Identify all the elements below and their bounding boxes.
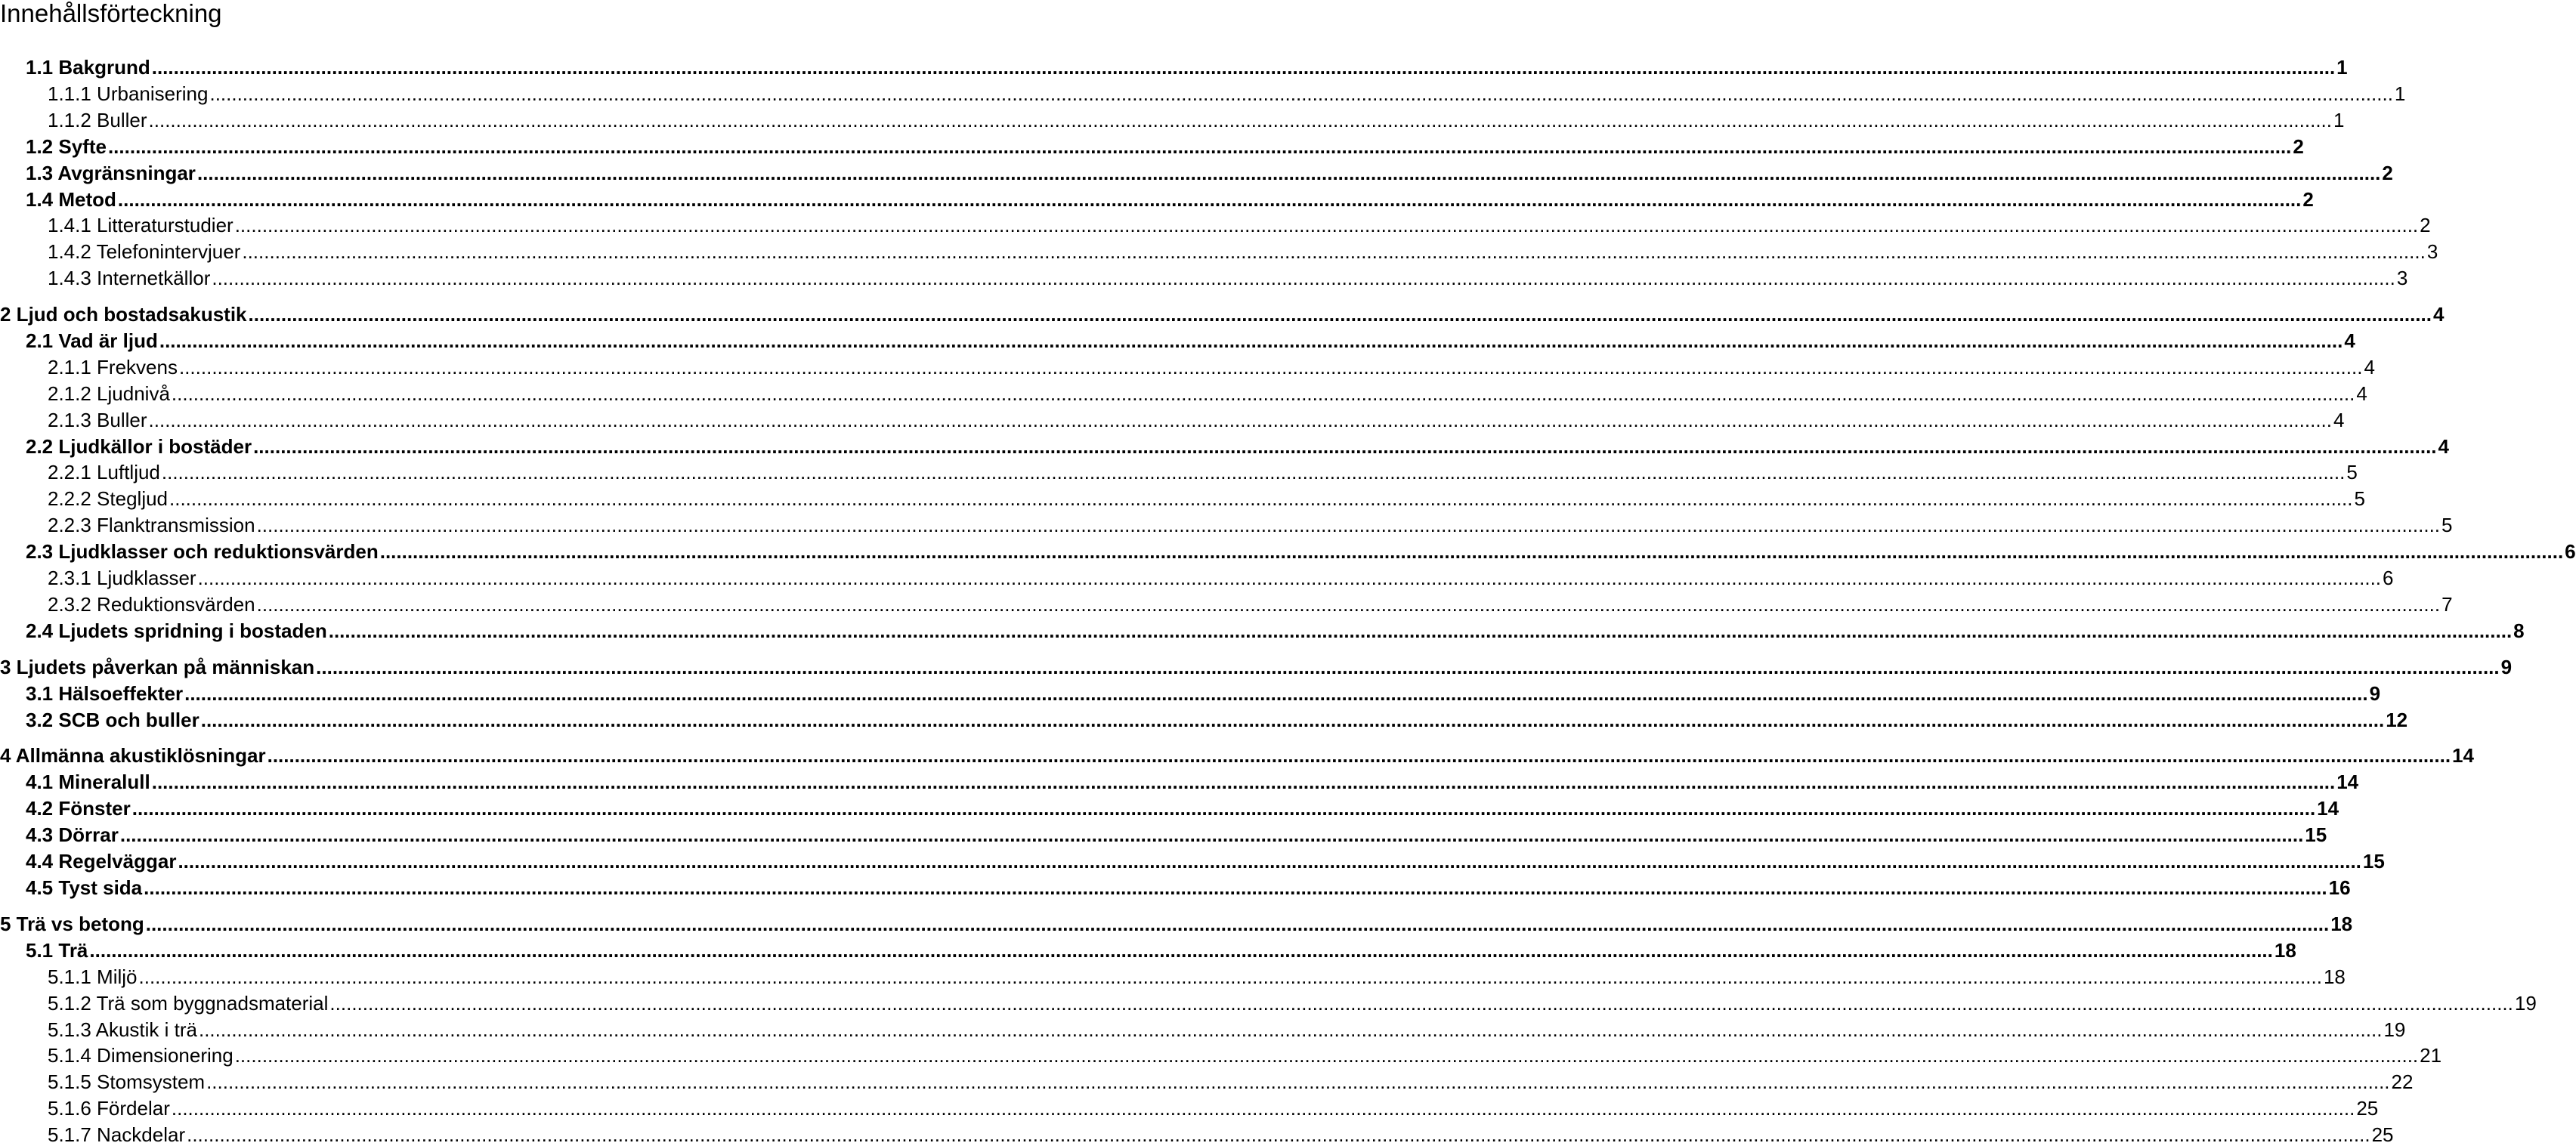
- dot-leader: ................................................................................................................................................................................................................................................................................................................................................................................................................: [117, 188, 2302, 211]
- dot-leader: ................................................................................................................................................................................................................................................................................................................................................................................................................: [169, 487, 2353, 510]
- toc-entry-page: 18: [2330, 913, 2353, 935]
- toc-entry-page: 16: [2328, 876, 2351, 899]
- dot-leader: ................................................................................................................................................................................................................................................................................................................................................................................................................: [151, 771, 2336, 793]
- toc-entry-label: 1.4.1 Litteraturstudier: [48, 214, 233, 236]
- toc-entry-label: 1.4.2 Telefonintervjuer: [48, 240, 241, 263]
- dot-leader: ................................................................................................................................................................................................................................................................................................................................................................................................................: [206, 1070, 2390, 1093]
- dot-leader: ................................................................................................................................................................................................................................................................................................................................................................................................................: [256, 514, 2441, 536]
- dot-leader: ................................................................................................................................................................................................................................................................................................................................................................................................................: [144, 876, 2327, 899]
- toc-entry[interactable]: [26, 54, 2348, 79]
- toc-entry-label: 4.1 Mineralull: [26, 771, 150, 793]
- dot-leader: ................................................................................................................................................................................................................................................................................................................................................................................................................: [89, 939, 2273, 962]
- toc-entry-page: 25: [2356, 1097, 2379, 1120]
- dot-leader: ................................................................................................................................................................................................................................................................................................................................................................................................................: [107, 135, 2292, 158]
- toc-entry[interactable]: [48, 1122, 2394, 1146]
- toc-entry-page: 12: [2386, 709, 2408, 731]
- toc-entry-label: 1.1 Bakgrund: [26, 56, 150, 79]
- toc-entry-label: 5.1.3 Akustik i trä: [48, 1018, 197, 1041]
- toc-entry-label: 2.1.1 Frekvens: [48, 356, 178, 378]
- toc-entry-label: 4 Allmänna akustiklösningar: [0, 744, 266, 767]
- toc-entry-page: 1: [2394, 82, 2406, 105]
- toc-entry[interactable]: [48, 964, 2346, 988]
- toc-entry[interactable]: [48, 459, 2358, 483]
- dot-leader: ................................................................................................................................................................................................................................................................................................................................................................................................................: [138, 965, 2322, 988]
- toc-entry-label: 2.1.2 Ljudnivå: [48, 382, 170, 405]
- dot-leader: ................................................................................................................................................................................................................................................................................................................................................................................................................: [329, 992, 2513, 1015]
- toc-entry[interactable]: [26, 328, 2355, 352]
- dot-leader: ................................................................................................................................................................................................................................................................................................................................................................................................................: [198, 1018, 2383, 1041]
- toc-entry-label: 2 Ljud och bostadsakustik: [0, 303, 247, 326]
- toc-entry-page: 2: [2302, 188, 2314, 211]
- toc-entry[interactable]: [48, 1043, 2442, 1067]
- toc-entry-page: 14: [2336, 771, 2359, 793]
- toc-entry-label: 1.1.2 Buller: [48, 109, 147, 131]
- dot-leader: ................................................................................................................................................................................................................................................................................................................................................................................................................: [119, 823, 2304, 846]
- dot-leader: ................................................................................................................................................................................................................................................................................................................................................................................................................: [242, 240, 2426, 263]
- toc-entry-page: 5: [2441, 514, 2453, 536]
- dot-leader: ................................................................................................................................................................................................................................................................................................................................................................................................................: [161, 461, 2346, 483]
- toc-entry[interactable]: [48, 1095, 2379, 1120]
- toc-entry-page: 21: [2420, 1044, 2442, 1067]
- toc-entry-label: 2.4 Ljudets spridning i bostaden: [26, 619, 327, 642]
- dot-leader: ................................................................................................................................................................................................................................................................................................................................................................................................................: [148, 409, 2332, 431]
- toc-entry-label: 4.2 Fönster: [26, 797, 131, 820]
- toc-entry[interactable]: [26, 187, 2314, 211]
- toc-entry[interactable]: [48, 512, 2453, 536]
- toc-entry[interactable]: [26, 707, 2408, 731]
- toc-entry-label: 5.1.2 Trä som byggnadsmaterial: [48, 992, 329, 1015]
- toc-entry-page: 15: [2305, 823, 2327, 846]
- toc-entry-page: 4: [2438, 435, 2449, 458]
- toc-entry[interactable]: [26, 822, 2327, 846]
- toc-entry-label: 3 Ljudets påverkan på människan: [0, 656, 315, 678]
- toc-entry-label: 2.3.2 Reduktionsvärden: [48, 593, 255, 616]
- toc-entry-page: 6: [2565, 540, 2576, 563]
- toc-entry-page: 4: [2364, 356, 2375, 378]
- toc-entry[interactable]: [26, 434, 2449, 458]
- toc-entry[interactable]: [26, 681, 2381, 705]
- toc-entry-page: 2: [2382, 162, 2393, 184]
- toc-entry[interactable]: [26, 769, 2359, 793]
- toc-entry[interactable]: [48, 265, 2408, 289]
- page-title: Innehållsförteckning: [0, 0, 222, 27]
- toc-entry-label: 2.2 Ljudkällor i bostäder: [26, 435, 252, 458]
- dot-leader: ................................................................................................................................................................................................................................................................................................................................................................................................................: [148, 109, 2332, 131]
- toc-entry[interactable]: [26, 618, 2525, 642]
- toc-entry-label: 2.3 Ljudklasser och reduktionsvärden: [26, 540, 379, 563]
- toc-entry-label: 5.1.6 Fördelar: [48, 1097, 170, 1120]
- toc-entry[interactable]: [48, 1069, 2414, 1093]
- toc-entry-page: 8: [2513, 619, 2525, 642]
- toc-entry[interactable]: [26, 539, 2576, 563]
- dot-leader: ................................................................................................................................................................................................................................................................................................................................................................................................................: [197, 567, 2382, 589]
- toc-entry-page: 19: [2383, 1018, 2406, 1041]
- toc-entry-label: 5.1 Trä: [26, 939, 88, 962]
- toc-entry-page: 25: [2371, 1123, 2394, 1146]
- toc-entry-page: 4: [2333, 409, 2345, 431]
- toc-entry-label: 1.4 Metod: [26, 188, 116, 211]
- dot-leader: ................................................................................................................................................................................................................................................................................................................................................................................................................: [267, 744, 2451, 767]
- toc-entry-page: 1: [2333, 109, 2345, 131]
- toc-entry-page: 15: [2362, 850, 2385, 873]
- toc-entry-label: 5.1.5 Stomsystem: [48, 1070, 206, 1093]
- dot-leader: ................................................................................................................................................................................................................................................................................................................................................................................................................: [256, 593, 2441, 616]
- toc-entry-label: 5.1.4 Dimensionering: [48, 1044, 233, 1067]
- toc-entry-page: 9: [2500, 656, 2513, 678]
- toc-entry-label: 1.2 Syfte: [26, 135, 107, 158]
- dot-leader: ................................................................................................................................................................................................................................................................................................................................................................................................................: [234, 214, 2419, 236]
- dot-leader: ................................................................................................................................................................................................................................................................................................................................................................................................................: [187, 1123, 2370, 1146]
- dot-leader: ................................................................................................................................................................................................................................................................................................................................................................................................................: [178, 850, 2361, 873]
- toc-entry[interactable]: [48, 381, 2367, 405]
- dot-leader: ................................................................................................................................................................................................................................................................................................................................................................................................................: [212, 267, 2395, 289]
- toc-entry[interactable]: [48, 1017, 2406, 1041]
- dot-leader: ................................................................................................................................................................................................................................................................................................................................................................................................................: [209, 82, 2393, 105]
- toc-entry[interactable]: [48, 354, 2375, 378]
- toc-entry[interactable]: [0, 743, 2474, 767]
- toc-entry-label: 4.5 Tyst sida: [26, 876, 143, 899]
- toc-entry-page: 4: [2344, 329, 2355, 352]
- toc-entry-page: 5: [2354, 487, 2365, 510]
- dot-leader: ................................................................................................................................................................................................................................................................................................................................................................................................................: [131, 797, 2316, 820]
- dot-leader: ................................................................................................................................................................................................................................................................................................................................................................................................................: [234, 1044, 2419, 1067]
- toc-entry-page: 22: [2391, 1070, 2414, 1093]
- toc-entry[interactable]: [48, 212, 2431, 236]
- toc-entry-page: 2: [2420, 214, 2431, 236]
- toc-entry-page: 19: [2514, 992, 2537, 1015]
- toc-entry-label: 2.2.2 Stegljud: [48, 487, 169, 510]
- toc-entry-page: 4: [2356, 382, 2367, 405]
- toc-entry[interactable]: [48, 239, 2438, 263]
- dot-leader: ................................................................................................................................................................................................................................................................................................................................................................................................................: [184, 682, 2368, 705]
- toc-entry[interactable]: [26, 134, 2304, 158]
- toc-entry-label: 2.2.3 Flanktransmission: [48, 514, 255, 536]
- toc-entry-label: 2.1 Vad är ljud: [26, 329, 158, 352]
- toc-entry[interactable]: [26, 848, 2385, 873]
- toc-entry-label: 2.2.1 Luftljud: [48, 461, 160, 483]
- toc-entry-page: 6: [2383, 567, 2394, 589]
- toc-entry-label: 1.3 Avgränsningar: [26, 162, 196, 184]
- toc-entry[interactable]: [0, 301, 2445, 326]
- toc-entry-page: 2: [2293, 135, 2304, 158]
- toc-entry-label: 2.1.3 Buller: [48, 409, 147, 431]
- toc-entry[interactable]: [0, 654, 2513, 678]
- dot-leader: ................................................................................................................................................................................................................................................................................................................................................................................................................: [196, 162, 2381, 184]
- toc-entry[interactable]: [26, 875, 2351, 899]
- dot-leader: ................................................................................................................................................................................................................................................................................................................................................................................................................: [253, 435, 2437, 458]
- dot-leader: ................................................................................................................................................................................................................................................................................................................................................................................................................: [316, 656, 2500, 678]
- toc-entry[interactable]: [26, 937, 2296, 962]
- toc-entry-label: 5 Trä vs betong: [0, 913, 144, 935]
- dot-leader: ................................................................................................................................................................................................................................................................................................................................................................................................................: [171, 1097, 2355, 1120]
- dot-leader: ................................................................................................................................................................................................................................................................................................................................................................................................................: [379, 540, 2564, 563]
- dot-leader: ................................................................................................................................................................................................................................................................................................................................................................................................................: [178, 356, 2363, 378]
- dot-leader: ................................................................................................................................................................................................................................................................................................................................................................................................................: [145, 913, 2330, 935]
- dot-leader: ................................................................................................................................................................................................................................................................................................................................................................................................................: [159, 329, 2343, 352]
- dot-leader: ................................................................................................................................................................................................................................................................................................................................................................................................................: [248, 303, 2432, 326]
- toc-entry-page: 1: [2336, 56, 2348, 79]
- toc-entry-page: 7: [2441, 593, 2453, 616]
- toc-entry-page: 14: [2452, 744, 2474, 767]
- toc-entry[interactable]: [48, 107, 2345, 131]
- toc-entry-label: 3.2 SCB och buller: [26, 709, 199, 731]
- toc-entry-page: 5: [2346, 461, 2358, 483]
- toc-entry-label: 4.4 Regelväggar: [26, 850, 177, 873]
- toc-entry-label: 5.1.1 Miljö: [48, 965, 138, 988]
- dot-leader: ................................................................................................................................................................................................................................................................................................................................................................................................................: [328, 619, 2513, 642]
- toc-entry-page: 14: [2317, 797, 2339, 820]
- toc-entry-page: 3: [2396, 267, 2408, 289]
- toc-entry-page: 18: [2274, 939, 2296, 962]
- toc-entry[interactable]: [48, 81, 2406, 105]
- dot-leader: ................................................................................................................................................................................................................................................................................................................................................................................................................: [151, 56, 2336, 79]
- toc-entry-label: 1.4.3 Internetkällor: [48, 267, 211, 289]
- dot-leader: ................................................................................................................................................................................................................................................................................................................................................................................................................: [171, 382, 2355, 405]
- toc-entry[interactable]: [48, 486, 2365, 510]
- toc-entry-page: 18: [2323, 965, 2346, 988]
- toc-entry-label: 1.1.1 Urbanisering: [48, 82, 209, 105]
- toc-entry-page: 9: [2369, 682, 2381, 705]
- toc-entry-page: 3: [2426, 240, 2438, 263]
- toc-entry[interactable]: [26, 795, 2339, 820]
- toc-entry[interactable]: [48, 592, 2453, 616]
- toc-entry[interactable]: [48, 990, 2537, 1015]
- toc-entry-label: 3.1 Hälsoeffekter: [26, 682, 184, 705]
- toc-entry[interactable]: [26, 160, 2393, 184]
- toc-entry[interactable]: [48, 565, 2394, 589]
- dot-leader: ................................................................................................................................................................................................................................................................................................................................................................................................................: [200, 709, 2385, 731]
- toc-entry-label: 2.3.1 Ljudklasser: [48, 567, 196, 589]
- toc-entry-label: 4.3 Dörrar: [26, 823, 119, 846]
- toc-entry-page: 4: [2432, 303, 2445, 326]
- toc-entry-label: 5.1.7 Nackdelar: [48, 1123, 186, 1146]
- toc-entry[interactable]: [48, 407, 2345, 431]
- toc-entry[interactable]: [0, 911, 2353, 935]
